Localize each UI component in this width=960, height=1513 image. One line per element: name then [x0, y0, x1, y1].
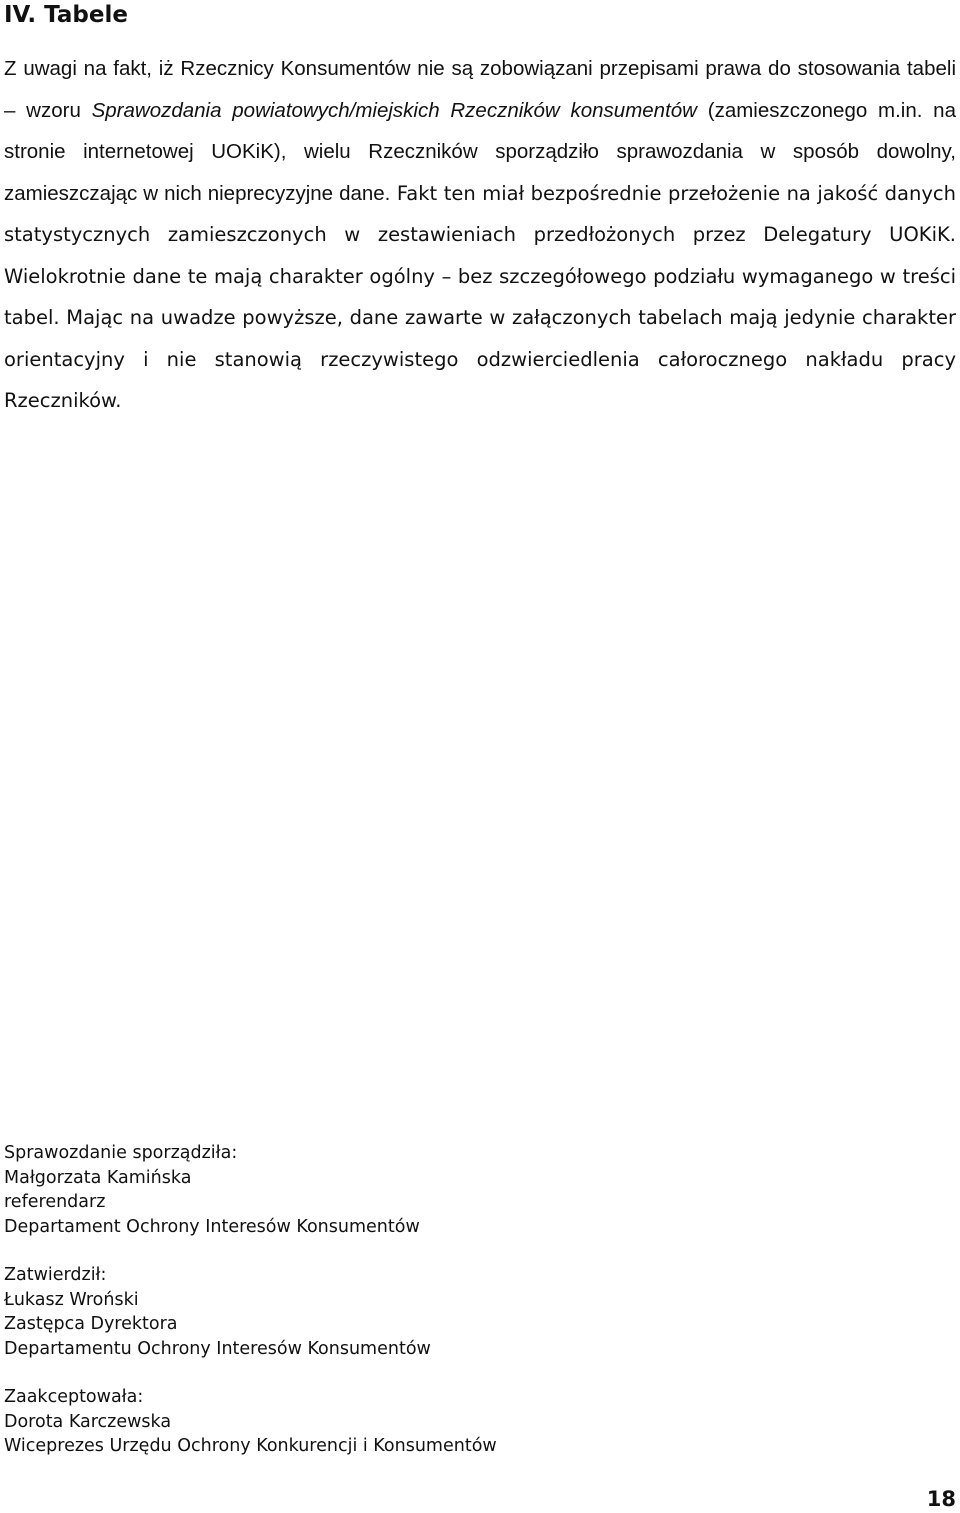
signature-block-accepted	[4, 1385, 497, 1459]
signature-role-label: Zatwierdził:	[4, 1265, 107, 1285]
signature-role-label: Sprawozdanie sporządziła:	[4, 1143, 238, 1163]
page-number: 18	[926, 1487, 956, 1511]
signature-block-prepared	[4, 1141, 420, 1239]
paragraph-part-4: Fakt ten miał bezpośrednie przełożenie na jakość danych statystycznych zamieszczonych w zestawieniach przedłożonych przez Delegatury UOKiK. Wielokrotnie dane te mają charakter ogólny – bez szczegółowego podziału wymaganego w treści tabel. Mając na uwadze powyższe, dane zawarte w załączonych tabelach mają jedynie charakter orientacyjny i nie stanowią rzeczywistego odzwierciedlenia całorocznego nakładu pracy Rzeczników.	[4, 181, 956, 412]
signature-position: Wiceprezes Urzędu Ochrony Konkurencji i Konsumentów	[4, 1436, 497, 1456]
signature-block-approved	[4, 1263, 431, 1361]
signature-position: referendarz	[4, 1192, 106, 1212]
signature-name: Małgorzata Kamińska	[4, 1167, 192, 1188]
paragraph-part-1: Z uwagi na fakt, iż Rzecznicy Konsumentów nie są zobowiązani przepisami prawa do stosowania tabeli – wzoru	[4, 57, 956, 122]
signature-name: Łukasz Wroński	[4, 1289, 139, 1310]
body-paragraph	[4, 48, 956, 422]
signature-department: Departamentu Ochrony Interesów Konsumentów	[4, 1338, 431, 1359]
paragraph-italic-title: Sprawozdania powiatowych/miejskich Rzeczników konsumentów	[91, 98, 697, 122]
paragraph-part-3: (zamieszczonego m.in. na stronie internetowej UOKiK), wielu Rzeczników sporządziło sprawozdania w sposób dowolny, zamieszczając w nich nieprecyzyjne dane.	[4, 98, 956, 205]
signature-name: Dorota Karczewska	[4, 1411, 172, 1432]
section-heading: IV. Tabele	[4, 2, 128, 28]
signature-position: Zastępca Dyrektora	[4, 1314, 178, 1334]
signature-department: Departament Ochrony Interesów Konsumentów	[4, 1216, 420, 1237]
signature-role-label: Zaakceptowała:	[4, 1387, 144, 1407]
